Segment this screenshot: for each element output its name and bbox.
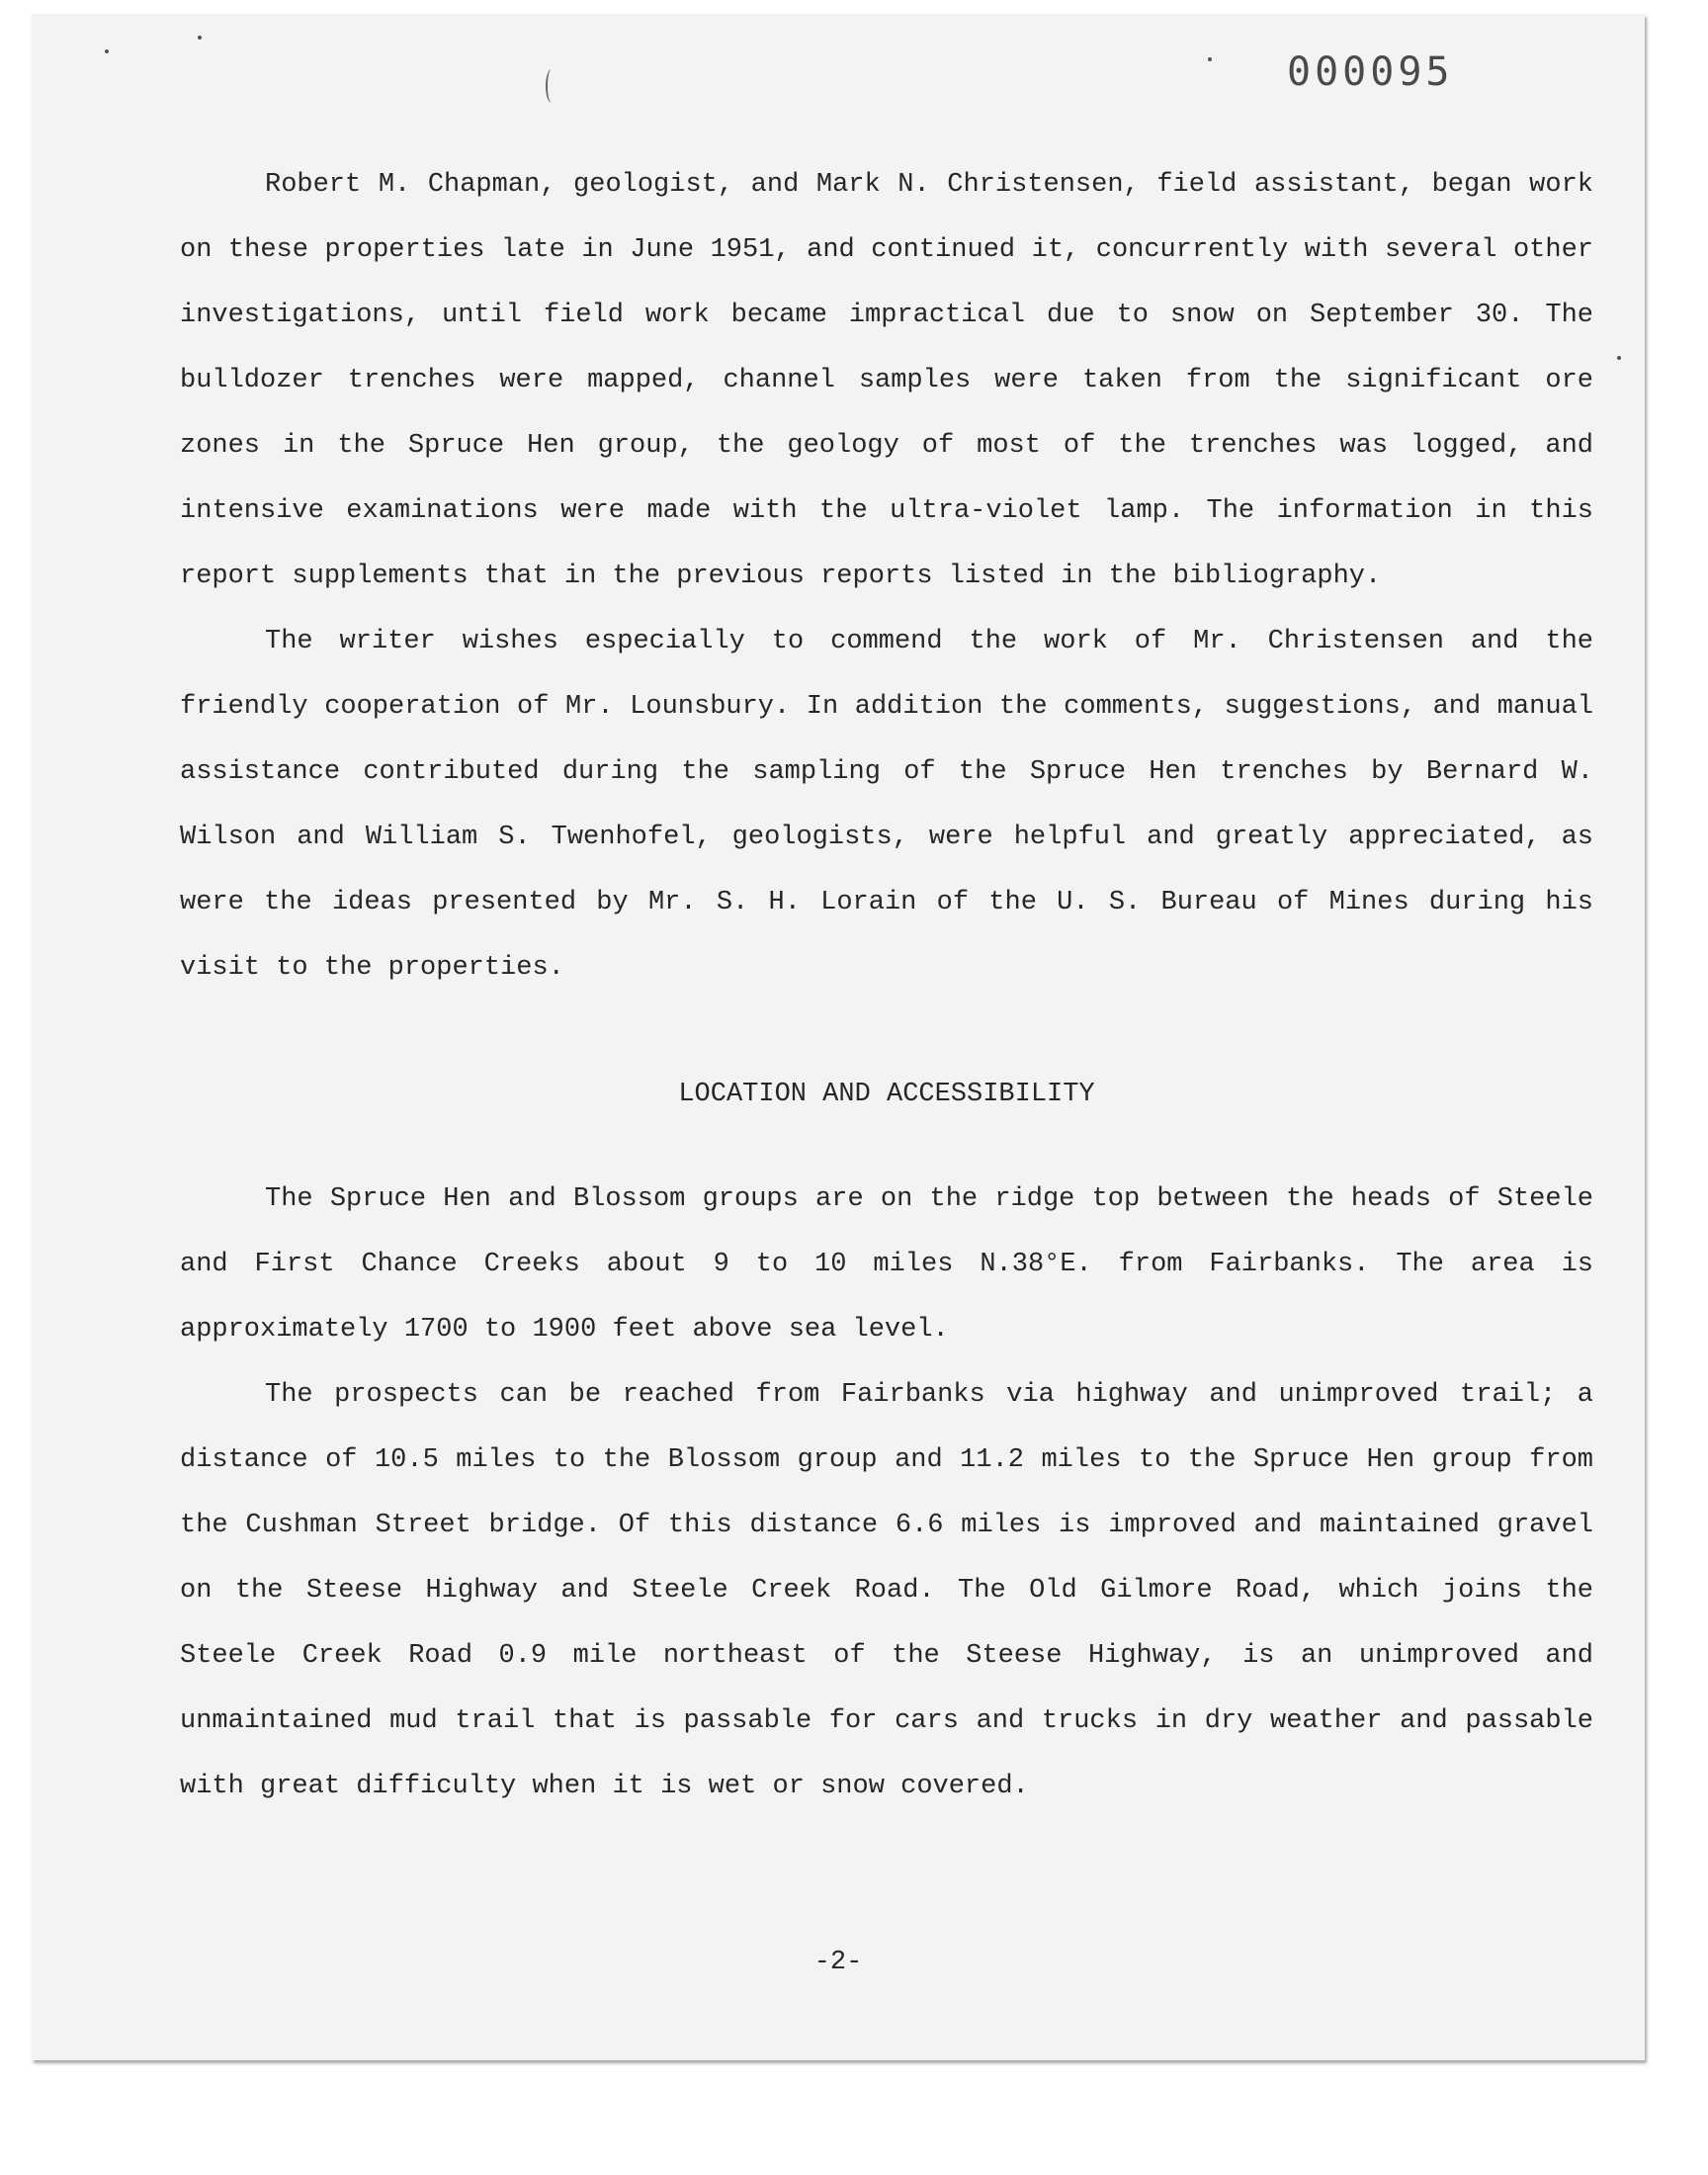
document-page [32,14,1645,2060]
scan-speck [1208,57,1212,61]
intro-paragraph-2: The writer wishes especially to commend the work of Mr. Christensen and the friendly cooperation of Mr. Lounsbury. In addition the comments, suggestions, and manual assistance contributed during the sampling of the Spruce Hen trenches by Bernard W. Wilson and William S. Twenhofel, geologists, were helpful and greatly appreciated, as were the ideas presented by Mr. S. H. Lorain of the U. S. Bureau of Mines during his visit to the properties. [180,627,1593,983]
document-number: 000095 [1287,49,1454,95]
scan-speck [1617,356,1621,360]
pencil-mark [546,69,557,103]
document-body [180,152,1593,1819]
section-heading: LOCATION AND ACCESSIBILITY [678,1080,1095,1109]
location-paragraph-1: The Spruce Hen and Blossom groups are on the ridge top between the heads of Steele and First Chance Creeks about 9 to 10 miles N.38°E. from Fairbanks. The area is approximately 1700 to 1900 feet above sea level. [180,1184,1593,1345]
scan-speck [105,49,109,53]
location-paragraph-2: The prospects can be reached from Fairbanks via highway and unimproved trail; a distance of 10.5 miles to the Blossom group and 11.2 miles to the Spruce Hen group from the Cushman Street bridge. Of this distance 6.6 miles is improved and maintained gravel on the Steese Highway and Steele Creek Road. The Old Gilmore Road, which joins the Steele Creek Road 0.9 mile northeast of the Steese Highway, is an unimproved and unmaintained mud trail that is passable for cars and trucks in dry weather and passable with great difficulty when it is wet or snow covered. [180,1380,1593,1801]
scan-speck [198,36,202,40]
page-number: -2- [813,1948,863,1977]
intro-paragraph-1: Robert M. Chapman, geologist, and Mark N. Christensen, field assistant, began work on these properties late in June 1951, and continued it, concurrently with several other investigations, until field work became impractical due to snow on September 30. The bulldozer trenches were mapped, channel samples were taken from the significant ore zones in the Spruce Hen group, the geology of most of the trenches was logged, and intensive examinations were made with the ultra-violet lamp. The information in this report supplements that in the previous reports listed in the bibliography. [180,170,1593,591]
